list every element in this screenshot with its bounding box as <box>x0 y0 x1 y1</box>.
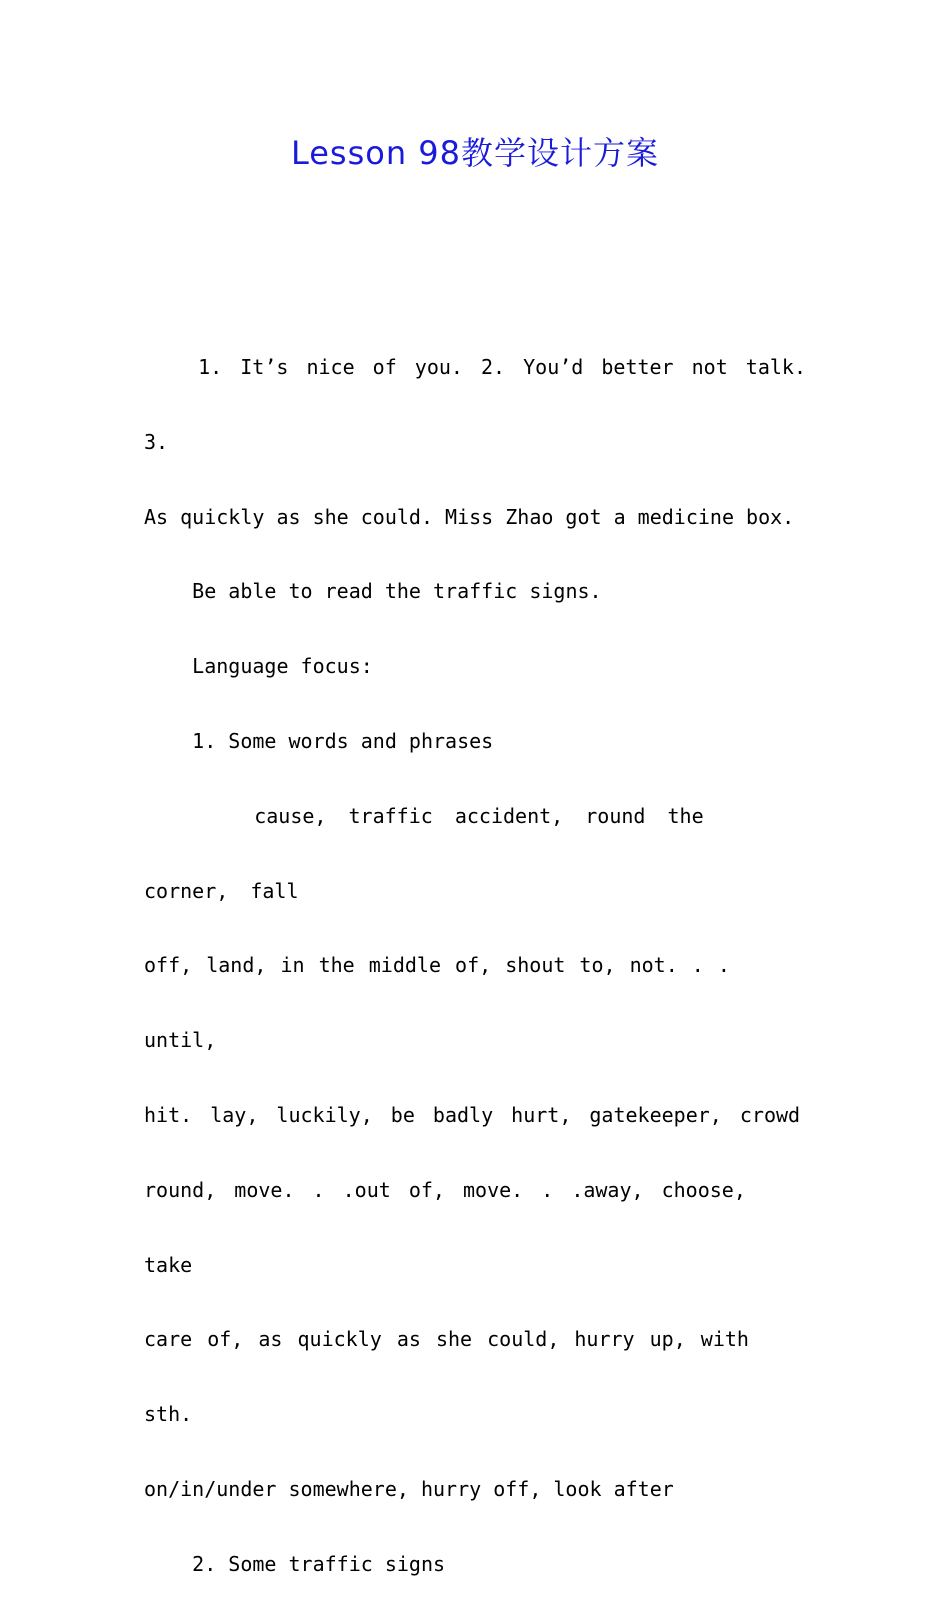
text-line: As quickly as she could. Miss Zhao got a medicine box. <box>144 504 795 529</box>
document-body <box>144 330 825 1602</box>
text-line: cause, traffic accident, round the corner, fall <box>144 803 726 903</box>
text-line: hit. lay, luckily, be badly hurt, gatekeeper, crowd <box>144 1102 801 1127</box>
text-line: Be able to read the traffic signs. <box>144 579 602 604</box>
text-line: 1. It’s nice of you. 2. You’d better not talk. 3. <box>144 355 825 454</box>
document-title: Lesson 98教学设计方案 <box>290 134 660 172</box>
text-line: 2. Some traffic signs <box>144 1551 446 1576</box>
text-line: on/in/under somewhere, hurry off, look after <box>144 1476 674 1501</box>
text-line: 1. Some words and phrases <box>144 728 494 753</box>
text-line: care of, as quickly as she could, hurry up, with sth. <box>144 1327 765 1427</box>
text-line: off, land, in the middle of, shout to, not. . . until, <box>144 953 744 1053</box>
text-line: round, move. . .out of, move. . .away, choose, take <box>144 1177 764 1277</box>
text-line: Language focus: <box>144 654 373 679</box>
